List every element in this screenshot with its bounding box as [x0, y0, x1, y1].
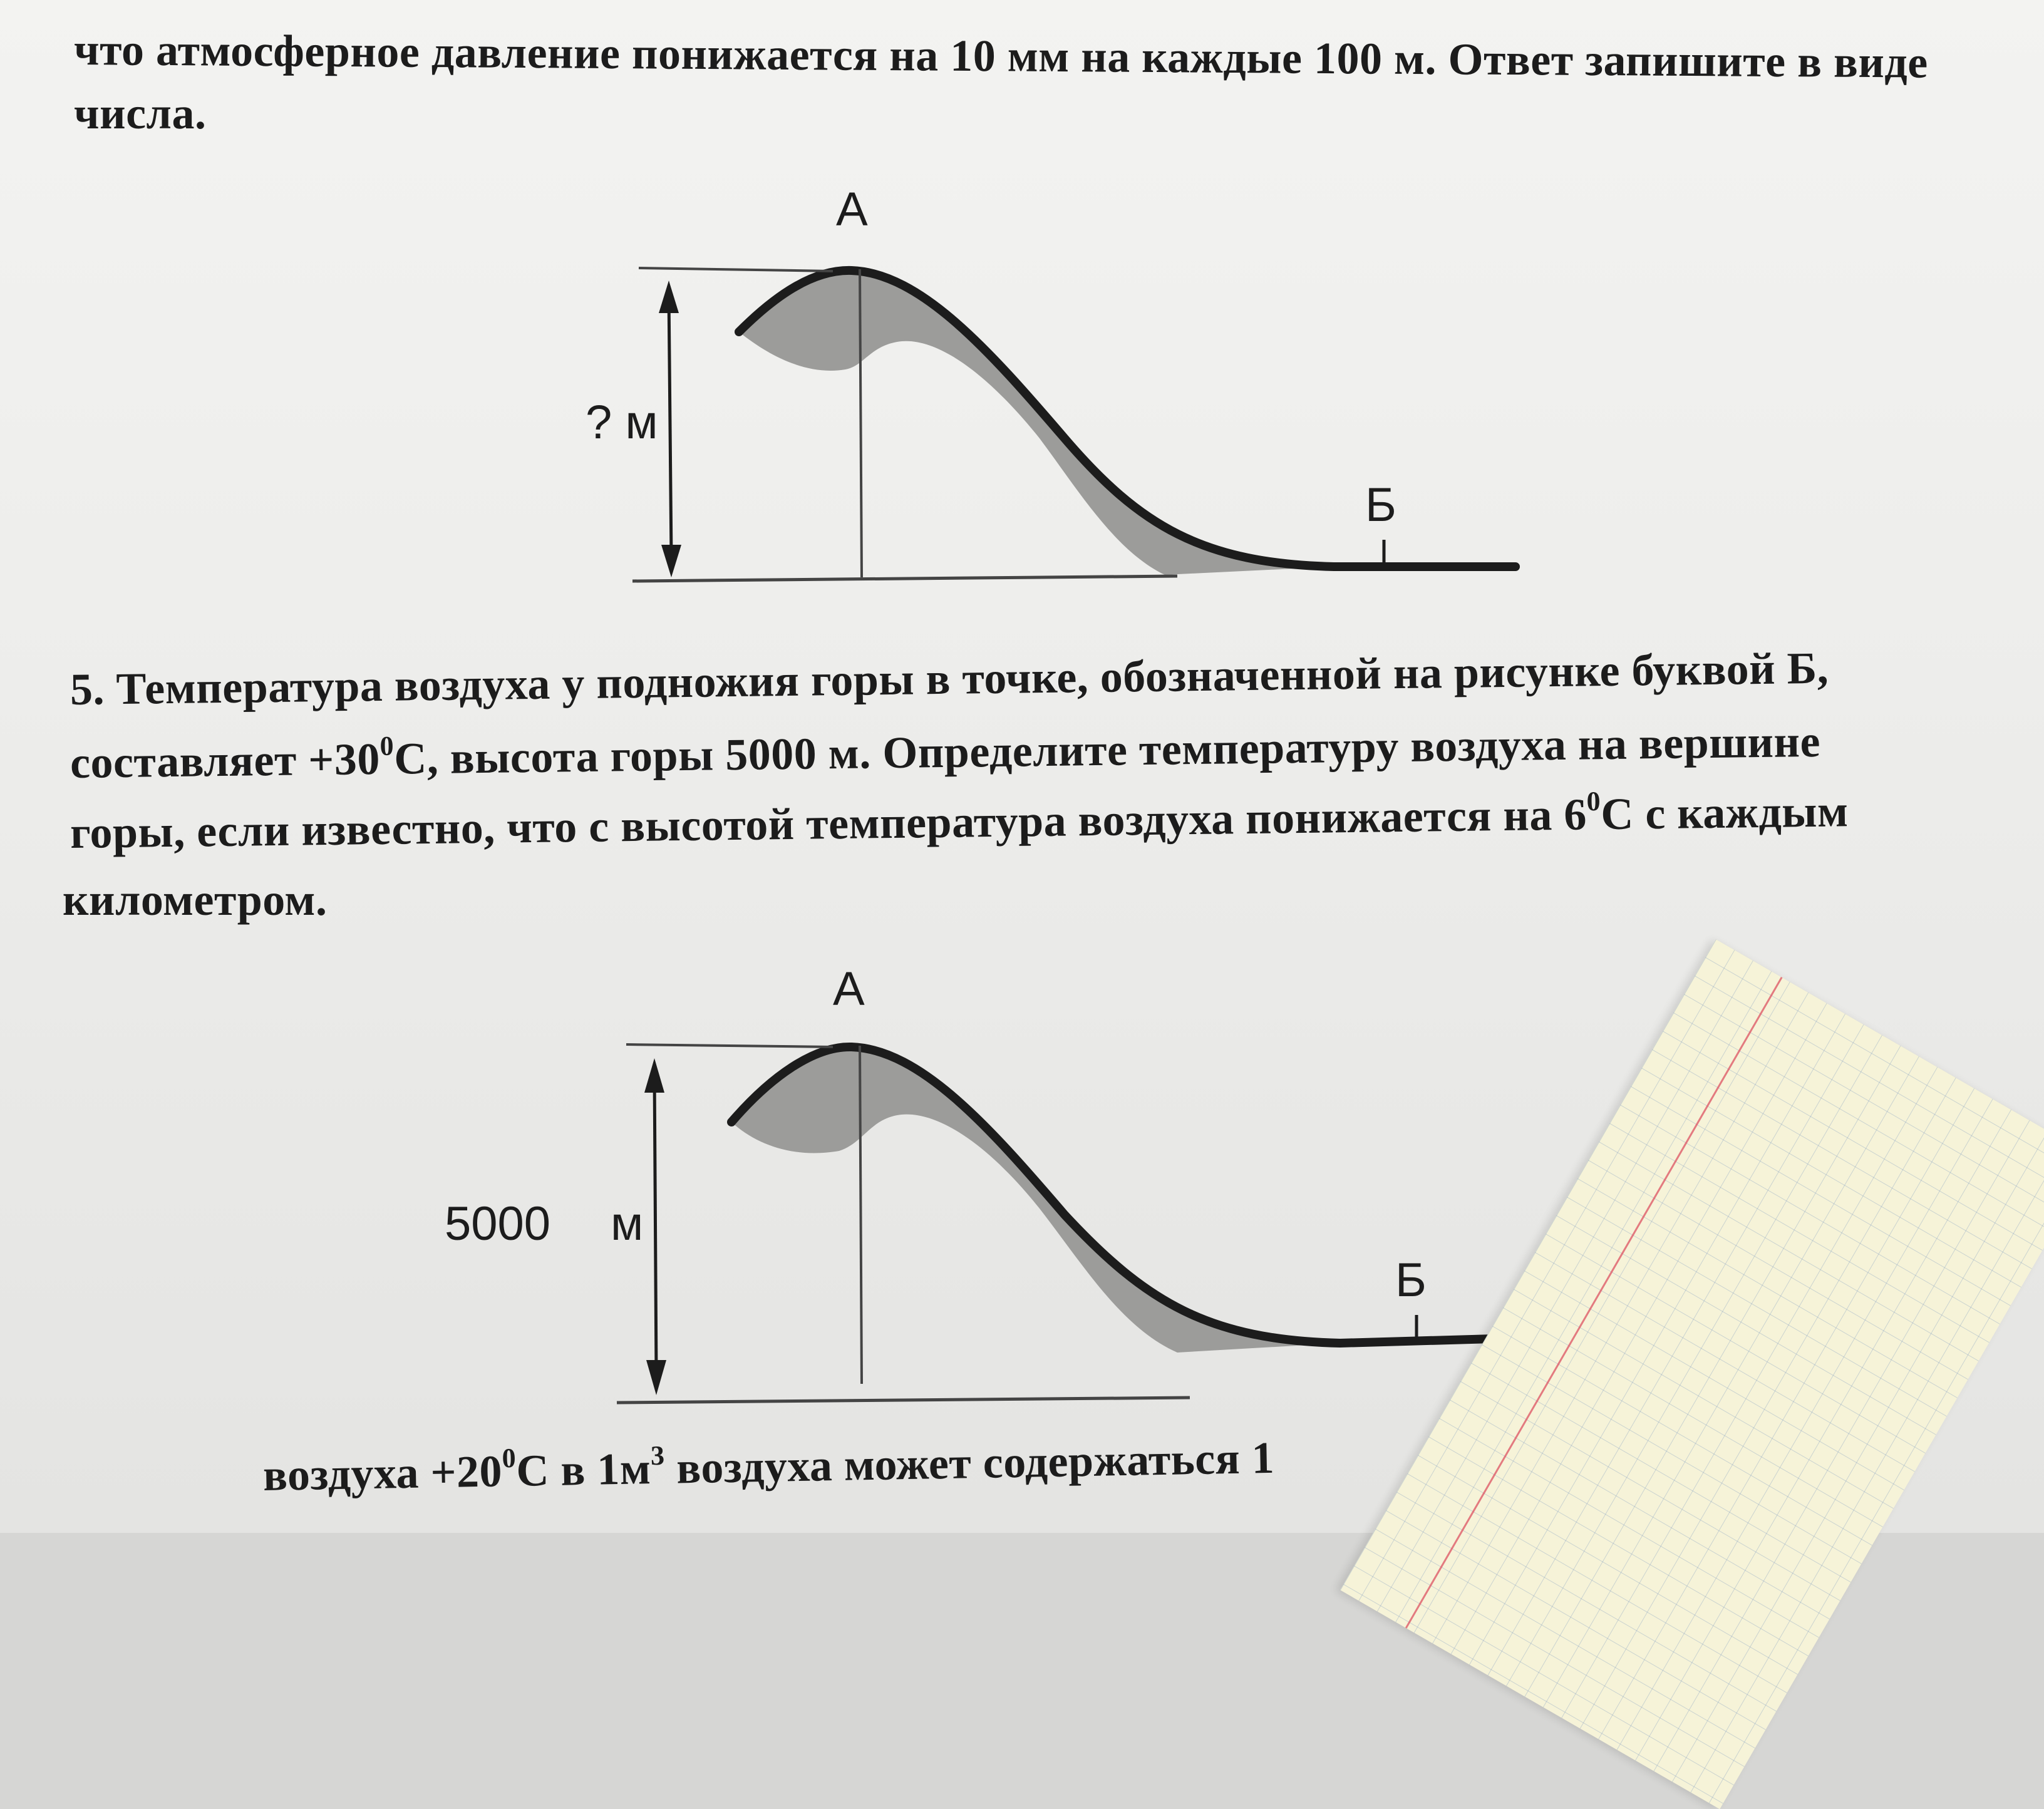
arrow-2-down [646, 1360, 666, 1395]
foot-2-label: Б [1395, 1254, 1427, 1307]
q5-line3-part-a: горы, если известно, что с высотой температура воздуха понижается на 6 [70, 789, 1587, 858]
height-1-label: ? м [586, 396, 658, 449]
arrow-2-up [644, 1058, 664, 1093]
text-line-1: что атмосферное давление понижается на 10 мм на каждые 100 м. Ответ запишите в виде [73, 24, 1929, 88]
height-arrow-2 [654, 1074, 656, 1374]
height-2-unit: м [611, 1197, 644, 1250]
bottom-degree: 0 [502, 1442, 517, 1474]
peak-2-label: А [833, 962, 865, 1016]
height-2-value: 5000 [445, 1197, 551, 1250]
foot-1-label: Б [1365, 478, 1396, 532]
mountain-2-shading [731, 1047, 1340, 1353]
base-2-line [617, 1398, 1190, 1403]
q5-line3-degree: 0 [1586, 786, 1601, 817]
text-line-2: числа. [74, 88, 207, 138]
q5-line2-part-a: составляет +30 [70, 733, 381, 788]
bottom-cube: 3 [650, 1440, 665, 1471]
peak-1-label: А [836, 183, 868, 236]
question-5-line-1: 5. Температура воздуха у подножия горы в точке, обозначенной на рисунке буквой Б, [70, 642, 1829, 714]
bottom-part-a: воздуха +20 [262, 1446, 503, 1500]
q5-line2-degree: 0 [379, 730, 395, 761]
top-2-line [626, 1044, 833, 1047]
bottom-part-b: С в 1м [515, 1443, 652, 1496]
q5-line2-part-b: С, высота горы 5000 м. Определите температуру воздуха на вершине [393, 716, 1821, 784]
question-5-line-4: километром. [63, 875, 328, 925]
bottom-part-c: воздуха может содержаться 1 [664, 1432, 1275, 1493]
q5-line3-part-b: С с каждым [1600, 786, 1849, 840]
